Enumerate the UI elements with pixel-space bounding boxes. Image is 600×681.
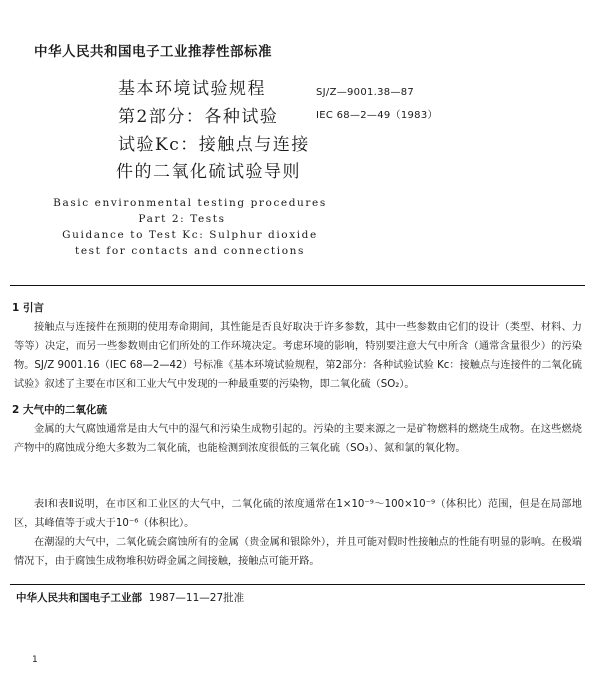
title-cn-line2: 第2部分：各种试验 xyxy=(118,107,279,127)
title-cn-line3: 试验Kc：接触点与连接 xyxy=(118,135,310,155)
section-paragraph: 表Ⅰ和表Ⅱ说明，在市区和工业区的大气中，二氧化硫的浓度通常在1×10⁻⁹～100×10⁻⁹（体积比）范围，但是在局部地区，其峰值等于或大于10⁻⁶（体积比）。 xyxy=(14,499,582,529)
footer-approval: 1987—11—27批准 xyxy=(148,592,245,604)
section-paragraph: 接触点与连接件在预期的使用寿命期间，其性能是否良好取决于许多参数，其中一些参数由它们的设计（类型、材料、力等等）决定，而另一些参数则由它们所处的工作环境决定。考虑环境的影响，特别要注意大气中所含（通常含量很少）的污染物。SJ/Z 9001.16（IEC 68—2—42）号标准《基本环境试验规程，第2部分：各种试验试验 Kc：接触点与连接件的二氧化硫试验》叙述了主要在市区和工业大气中发现的一种最重要的污染物，即二氧化硫（SO₂）。 xyxy=(14,322,582,390)
standard-number: SJ/Z—9001.38—87 xyxy=(316,87,415,98)
standard-equivalent: IEC 68—2—49（1983） xyxy=(316,110,438,121)
section-paragraph: 金属的大气腐蚀通常是由大气中的湿气和污染生成物引起的。污染的主要来源之一是矿物燃料的燃烧生成物。在这些燃烧产物中的腐蚀成分绝大多数为二氧化硫，也能检测到浓度很低的三氧化硫（SO₃）、氮和氯的氧化物。 xyxy=(14,424,582,454)
org-heading: 中华人民共和国电子工业推荐性部标准 xyxy=(34,44,272,60)
page-number: 1 xyxy=(32,655,38,665)
title-cn-line4: 件的二氧化硫试验导则 xyxy=(116,162,301,182)
title-cn-line1: 基本环境试验规程 xyxy=(118,79,266,99)
footer-issuer: 中华人民共和国电子工业部 xyxy=(16,592,142,604)
title-en-line4: test for contacts and connections xyxy=(75,245,305,257)
section-paragraph: 在潮湿的大气中，二氧化硫会腐蚀所有的金属（贵金属和银除外），并且可能对假时性接触点的性能有明显的影响。在极端情况下，由于腐蚀生成物堆积妨碍金属之间接触，接触点可能开路。 xyxy=(14,537,582,567)
footer xyxy=(16,590,244,605)
section-heading: 1 引言 xyxy=(12,302,44,314)
top-divider xyxy=(10,285,585,286)
section-heading: 2 大气中的二氧化硫 xyxy=(12,404,107,416)
footer-divider xyxy=(10,584,585,585)
title-en-line2: Part 2: Tests xyxy=(138,213,226,225)
title-en-line1: Basic environmental testing procedures xyxy=(53,197,327,209)
title-en-line3: Guidance to Test Kc: Sulphur dioxide xyxy=(62,229,318,241)
